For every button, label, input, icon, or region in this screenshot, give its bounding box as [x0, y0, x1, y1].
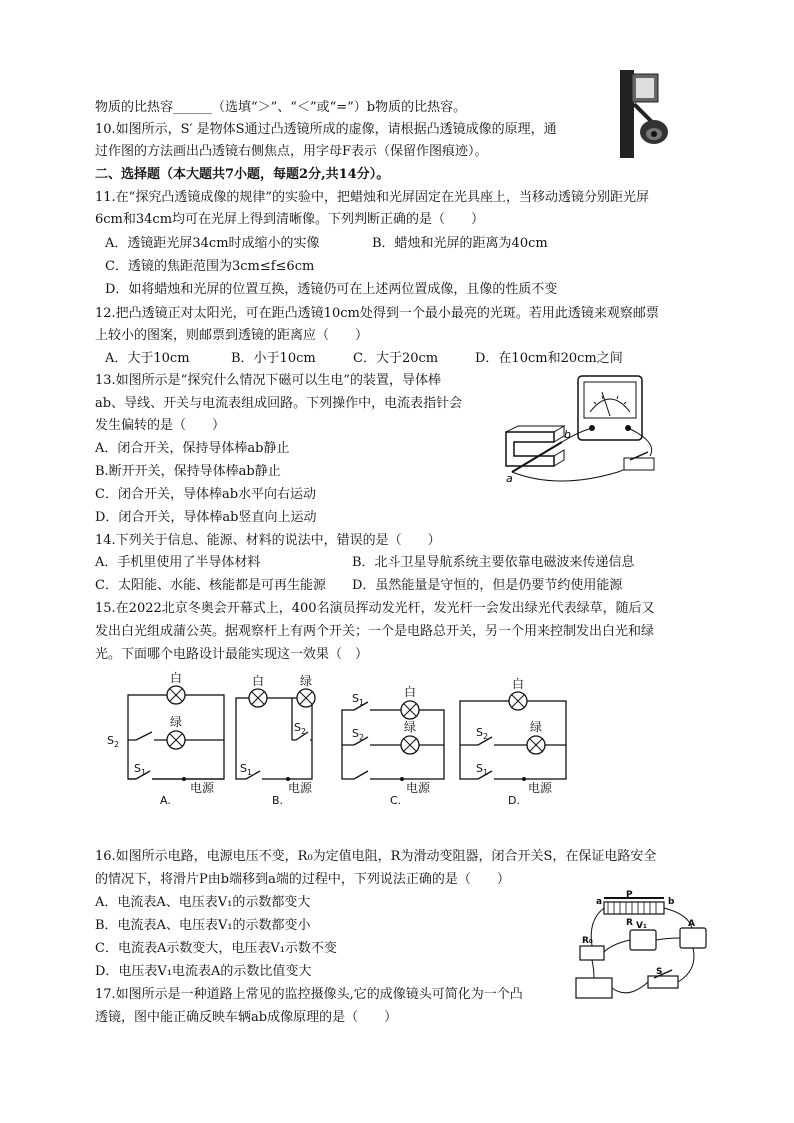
q15c-s2-sub: 2	[358, 733, 365, 742]
q16-circuit-apparatus-figure	[568, 890, 718, 1006]
q14-option-d: D．虽然能量是守恒的，但是仍要节约使用能源	[352, 578, 623, 593]
q16-option-a: A．电流表A、电压表V₁的示数都变大	[95, 895, 311, 910]
q15d-white-label: 白	[512, 677, 525, 691]
q12-option-c: C．大于20cm	[353, 351, 439, 366]
q15d-green-label: 绿	[530, 720, 543, 734]
q15-label-a: A.	[160, 794, 171, 807]
svg-text:S1	[240, 762, 252, 777]
q15d-s1-sub: 1	[482, 768, 489, 777]
q12-option-d: D．在10cm和20cm之间	[475, 351, 623, 366]
q16-stem-2: 的情况下，将滑片P由b端移到a端的过程中，下列说法正确的是（ ）	[95, 872, 510, 887]
q15-stem-3: 光。下面哪个电路设计最能实现这一效果（ ）	[95, 647, 369, 662]
q16-label-s: S	[656, 967, 663, 977]
q16-option-d: D．电压表V₁电流表A的示数比值变大	[95, 964, 312, 979]
q15d-s2: S	[476, 726, 483, 739]
q10-line2: 过作图的方法画出凸透镜右侧焦点，用字母F表示（保留作图痕迹）。	[95, 144, 488, 159]
q14-option-b: B．北斗卫星导航系统主要依靠电磁波来传递信息	[352, 555, 635, 570]
svg-text:S1	[476, 762, 488, 777]
svg-text:S2	[352, 727, 364, 742]
q15-label-d: D.	[508, 794, 520, 807]
q12-stem-2: 上较小的图案，则邮票到透镜的距离应（ ）	[95, 328, 369, 343]
q16-option-c: C．电流表A示数变大，电压表V₁示数不变	[95, 941, 337, 956]
q13-option-b: B.断开开关，保持导体棒ab静止	[95, 464, 281, 479]
q15b-green-label: 绿	[300, 674, 313, 688]
q15b-s1: S	[240, 762, 247, 775]
q14-option-c: C．太阳能、水能、核能都是可再生能源	[95, 578, 326, 593]
q13-option-d: D．闭合开关，导体棒ab竖直向上运动	[95, 510, 317, 525]
q15d-source-label: 电源	[528, 781, 553, 795]
q15a-s2: S	[107, 734, 114, 747]
q15c-green-label: 绿	[404, 720, 417, 734]
q15a-s1-sub: 1	[140, 768, 147, 777]
q15d-s1: S	[476, 762, 483, 775]
q13-stem-1: 13.如图所示是“探究什么情况下磁可以生电”的装置，导体棒	[95, 373, 441, 388]
q13-option-c: C．闭合开关，导体棒ab水平向右运动	[95, 487, 317, 502]
q15-label-b: B.	[272, 794, 284, 807]
q15c-s2: S	[352, 727, 359, 740]
q16-label-b: b	[668, 897, 675, 907]
svg-text:S1	[352, 692, 364, 707]
surveillance-camera-image	[612, 70, 670, 158]
q13-label-a: a	[506, 472, 513, 485]
q13-label-b: b	[564, 428, 571, 441]
q15-circuit-options-figure	[100, 668, 590, 810]
svg-text:S2	[107, 734, 119, 749]
svg-text:S1	[134, 762, 146, 777]
section2-heading: 二、选择题（本大题共7小题，每题2分,共14分）。	[95, 167, 390, 182]
q11-stem-1: 11.在“探究凸透镜成像的规律”的实验中，把蜡烛和光屏固定在光具座上，当移动透镜分别距光屏	[95, 190, 649, 205]
q16-label-p: P	[626, 890, 633, 900]
q12-option-a: A．大于10cm	[105, 351, 190, 366]
q15b-s1-sub: 1	[246, 768, 253, 777]
q15c-white-label: 白	[404, 685, 417, 699]
q14-stem: 14.下列关于信息、能源、材料的说法中，错误的是（ ）	[95, 533, 441, 548]
q12-option-b: B．小于10cm	[231, 351, 316, 366]
q12-stem-1: 12.把凸透镜正对太阳光，可在距凸透镜10cm处得到一个最小最亮的光斑。若用此透镜来观察邮票	[95, 306, 659, 321]
q15b-s2: S	[294, 721, 301, 734]
q15d-s2-sub: 2	[482, 732, 489, 741]
q15b-source-label: 电源	[288, 781, 313, 795]
q15b-s2-sub: 2	[300, 727, 307, 736]
q16-label-v1: V₁	[636, 921, 647, 931]
q16-option-b: B．电流表A、电压表V₁的示数都变小	[95, 918, 311, 933]
q17-stem-1: 17.如图所示是一种道路上常见的监控摄像头,它的成像镜头可简化为一个凸	[95, 987, 523, 1002]
q17-stem-2: 透镜，图中能正确反映车辆ab成像原理的是（ ）	[95, 1010, 398, 1025]
q10-line1: 10.如图所示，S′ 是物体S通过凸透镜所成的虚像，请根据凸透镜成像的原理，通	[95, 122, 557, 137]
q11-option-b: B．蜡烛和光屏的距离为40cm	[372, 236, 548, 251]
q15c-s1: S	[352, 692, 359, 705]
q13-induction-apparatus-figure	[498, 372, 663, 490]
q11-stem-2: 6cm和34cm均可在光屏上得到清晰像。下列判断正确的是（ ）	[95, 212, 485, 227]
q15a-green-label: 绿	[170, 715, 183, 729]
q15b-white-label: 白	[252, 674, 265, 688]
q11-option-a: A．透镜距光屏34cm时成缩小的实像	[105, 236, 320, 251]
q15a-white-label: 白	[170, 671, 183, 685]
q15c-source-label: 电源	[406, 781, 431, 795]
q16-label-r: R	[626, 918, 633, 928]
q15-label-c: C.	[390, 794, 402, 807]
q9-tail: 物质的比热容______（选填“＞”、“＜”或“=”）b物质的比热容。	[95, 100, 467, 115]
q16-label-r0: R₀	[582, 936, 593, 946]
q16-label-a-meter: A	[688, 919, 695, 929]
q13-stem-3: 发生偏转的是（ ）	[95, 418, 226, 433]
q13-option-a: A．闭合开关，保持导体棒ab静止	[95, 441, 290, 456]
q11-option-c: C．透镜的焦距范围为3cm≤f≤6cm	[105, 259, 315, 274]
q15c-s1-sub: 1	[358, 698, 365, 707]
q15a-s1: S	[134, 762, 141, 775]
q11-option-d: D．如将蜡烛和光屏的位置互换，透镜仍可在上述两位置成像，且像的性质不变	[105, 282, 558, 297]
q14-option-a: A．手机里使用了半导体材料	[95, 555, 261, 570]
q13-stem-2: ab、导线、开关与电流表组成回路。下列操作中，电流表指针会	[95, 396, 463, 411]
q15a-s2-sub: 2	[113, 740, 120, 749]
q16-stem-1: 16.如图所示电路，电源电压不变，R₀为定值电阻，R为滑动变阻器，闭合开关S，在保证电路安全	[95, 849, 657, 864]
q15a-source-label: 电源	[190, 781, 215, 795]
svg-text:S2	[294, 721, 306, 736]
q16-label-a: a	[596, 897, 603, 907]
svg-text:S2	[476, 726, 488, 741]
q15-stem-1: 15.在2022北京冬奥会开幕式上，400名演员挥动发光杆，发光杆一会发出绿光代表绿草，随后又	[95, 601, 655, 616]
q15-stem-2: 发出白光组成蒲公英。据观察杆上有两个开关；一个是电路总开关，另一个用来控制发出白光和绿	[95, 624, 655, 639]
